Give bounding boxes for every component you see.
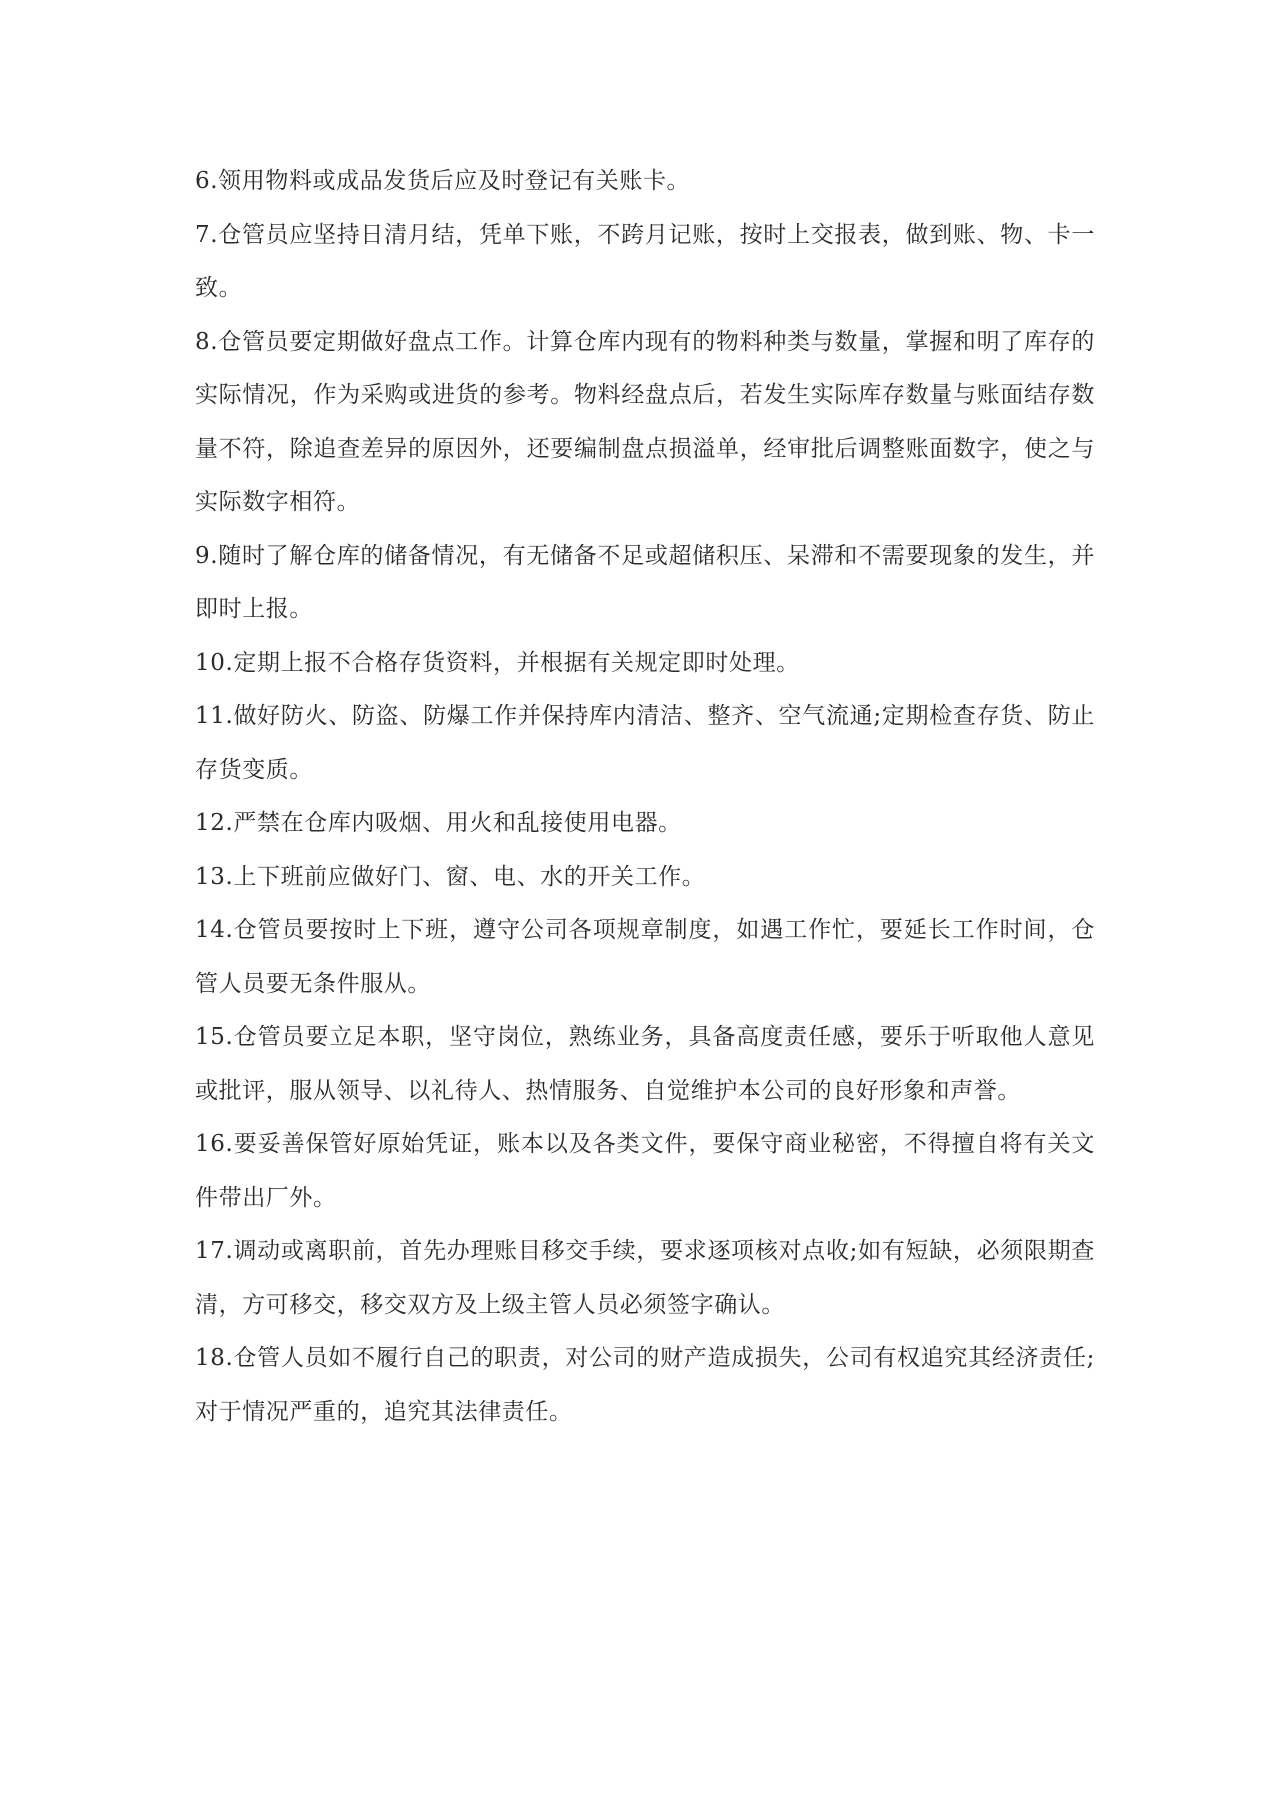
paragraph-item-6: 6.领用物料或成品发货后应及时登记有关账卡。	[195, 168, 691, 194]
paragraph-item-14: 14.仓管员要按时上下班，遵守公司各项规章制度，如遇工作忙，要延长工作时间，仓管人员要无条件服从。	[195, 917, 1095, 997]
paragraph-item-18: 18.仓管人员如不履行自己的职责，对公司的财产造成损失，公司有权追究其经济责任;对于情况严重的，追究其法律责任。	[195, 1345, 1095, 1425]
paragraph-item-15: 15.仓管员要立足本职，坚守岗位，熟练业务，具备高度责任感，要乐于听取他人意见或批评，服从领导、以礼待人、热情服务、自觉维护本公司的良好形象和声誉。	[195, 1024, 1095, 1104]
paragraph-item-16: 16.要妥善保管好原始凭证，账本以及各类文件，要保守商业秘密，不得擅自将有关文件带出厂外。	[195, 1131, 1095, 1211]
paragraph-item-8: 8.仓管员要定期做好盘点工作。计算仓库内现有的物料种类与数量，掌握和明了库存的实际情况，作为采购或进货的参考。物料经盘点后，若发生实际库存数量与账面结存数量不符，除追查差异的原因外，还要编制盘点损溢单，经审批后调整账面数字，使之与实际数字相符。	[195, 328, 1095, 515]
paragraph-item-12: 12.严禁在仓库内吸烟、用火和乱接使用电器。	[195, 810, 682, 836]
paragraph-item-17: 17.调动或离职前，首先办理账目移交手续，要求逐项核对点收;如有短缺，必须限期查清，方可移交，移交双方及上级主管人员必须签字确认。	[195, 1238, 1095, 1318]
document-body	[195, 155, 1095, 1439]
paragraph-item-10: 10.定期上报不合格存货资料，并根据有关规定即时处理。	[195, 649, 800, 676]
paragraph-item-7: 7.仓管员应坚持日清月结，凭单下账，不跨月记账，按时上交报表，做到账、物、卡一致。	[195, 221, 1095, 301]
paragraph-item-11: 11.做好防火、防盗、防爆工作并保持库内清洁、整齐、空气流通;定期检查存货、防止存货变质。	[195, 703, 1095, 783]
paragraph-item-9: 9.随时了解仓库的储备情况，有无储备不足或超储积压、呆滞和不需要现象的发生，并即时上报。	[195, 542, 1095, 622]
paragraph-item-13: 13.上下班前应做好门、窗、电、水的开关工作。	[195, 863, 706, 890]
